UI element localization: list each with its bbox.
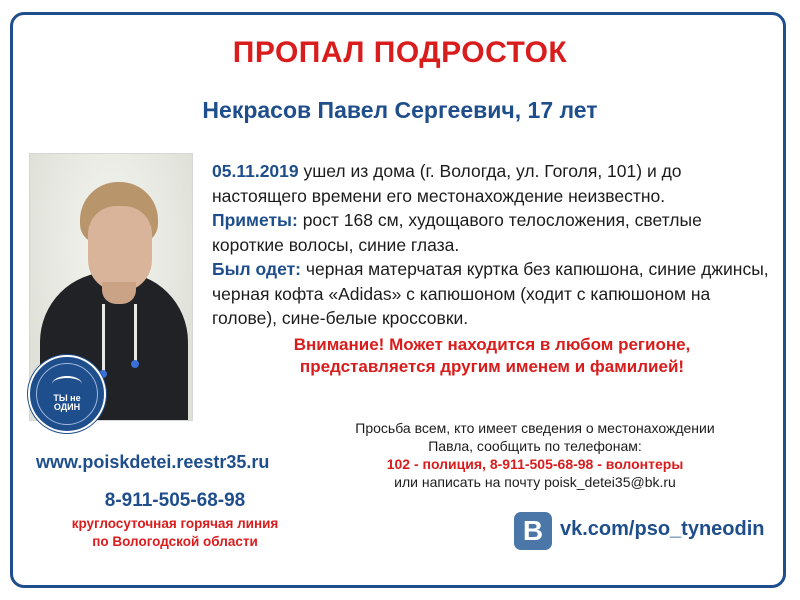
request-block <box>330 419 740 491</box>
hotline-line-2: по Вологодской области <box>92 534 258 549</box>
person-name: Некрасов Павел Сергеевич, 17 лет <box>202 97 598 123</box>
hotline-phone: 8-911-505-68-98 <box>104 490 246 511</box>
website-link[interactable]: www.poiskdetei.reestr35.ru <box>36 452 270 472</box>
clothes-text: черная матерчатая куртка без капюшона, синие джинсы, черная кофта «Adidas» с капюшоном (ходит с капюшоном на голове), сине-белые кроссовки. <box>212 259 769 328</box>
signs-text: рост 168 см, худощавого телосложения, светлые короткие волосы, синие глаза. <box>212 210 702 255</box>
signs-label: Приметы: <box>212 210 298 230</box>
volunteer-logo <box>28 355 106 433</box>
clothes-label: Был одет: <box>212 259 301 279</box>
date: 05.11.2019 <box>212 161 299 181</box>
hotline-caption <box>20 515 330 551</box>
disappearance-paragraph <box>212 159 772 208</box>
logo-text-line1: ТЫ не <box>53 393 81 403</box>
vk-icon[interactable]: В <box>514 512 552 550</box>
email-line: или написать на почту poisk_detei35@bk.ru <box>394 474 676 490</box>
warning-line-1: Внимание! Может находится в любом регионе, <box>293 335 691 354</box>
signs-paragraph <box>212 208 772 257</box>
warning-line-2: представляется другим именем и фамилией! <box>299 357 685 376</box>
warning-block <box>212 334 772 378</box>
description-block <box>212 159 772 331</box>
logo-text-line2: ОДИН <box>53 402 81 412</box>
request-line-1: Просьба всем, кто имеет сведения о местонахождении <box>355 420 715 436</box>
hands-icon <box>36 363 98 425</box>
vk-link[interactable]: vk.com/pso_tyneodin <box>560 518 765 540</box>
request-line-2: Павла, сообщить по телефонам: <box>428 438 642 454</box>
hotline-line-1: круглосуточная горячая линия <box>71 516 279 531</box>
poster-title: ПРОПАЛ ПОДРОСТОК <box>232 36 568 69</box>
disappearance-text: ушел из дома (г. Вологда, ул. Гоголя, 101) и до настоящего времени его местонахождение неизвестно. <box>212 161 682 206</box>
phones-line: 102 - полиция, 8-911-505-68-98 - волонтеры <box>386 456 684 472</box>
clothes-paragraph <box>212 257 772 331</box>
